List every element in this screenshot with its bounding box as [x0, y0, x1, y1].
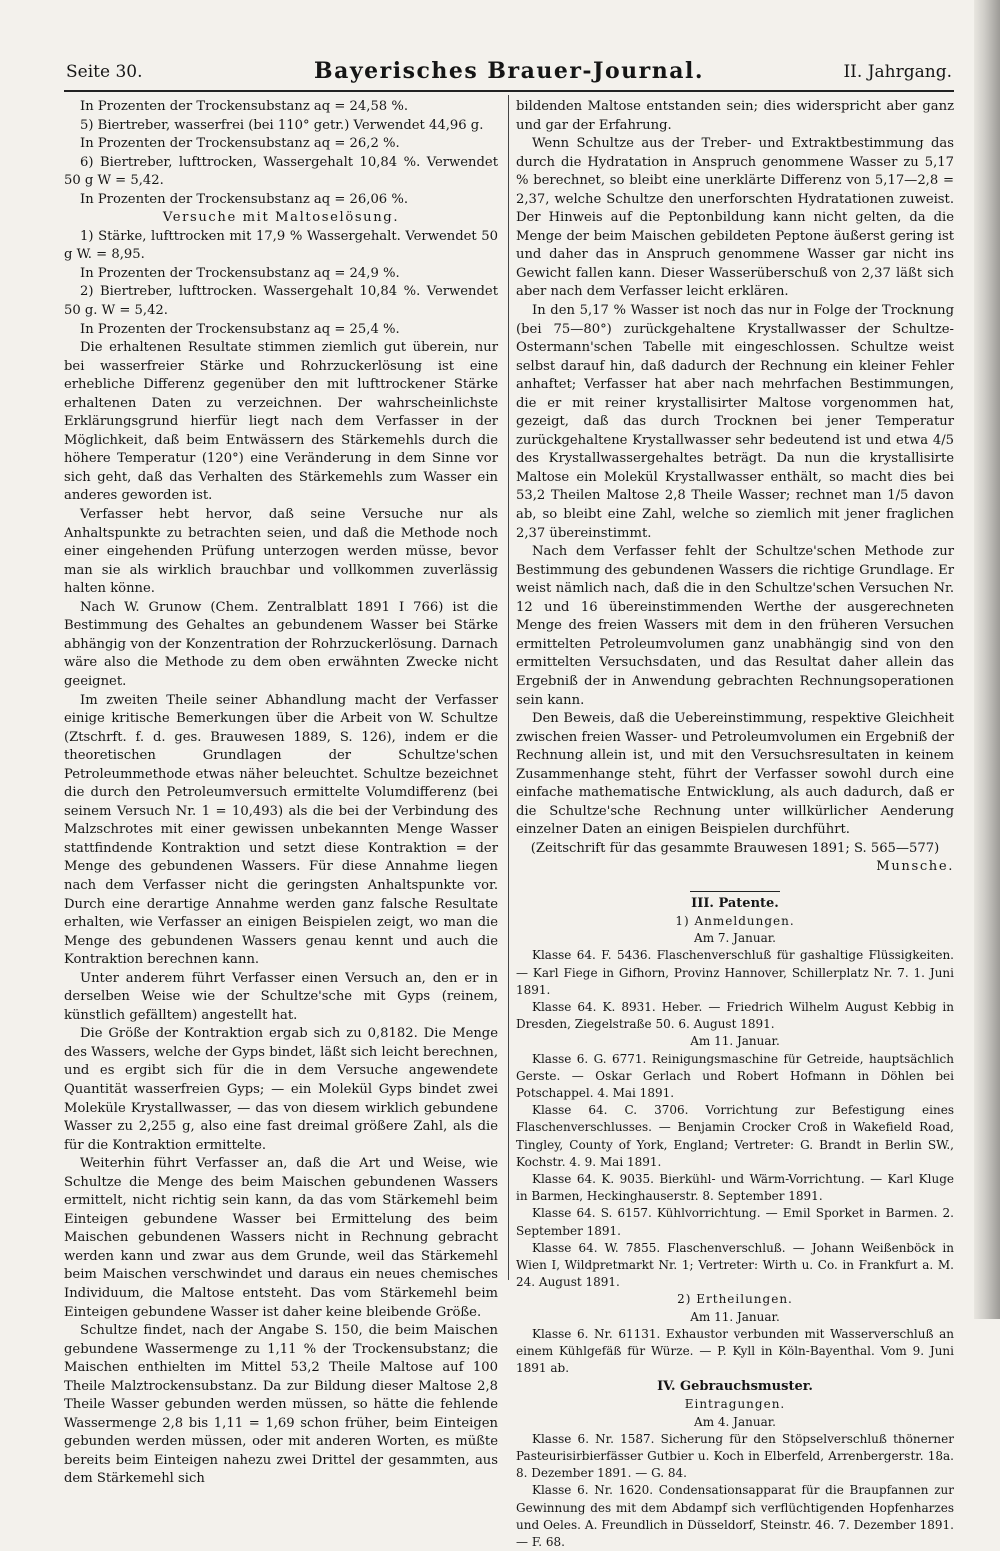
paragraph: Im zweiten Theile seiner Abhandlung macht der Verfasser einige kritische Bemerkungen über die Arbeit von W. Schultze (Ztschrft. f. d. ges. Brauwesen 1889, S. 126), indem er die theoretischen Grundlagen der Schultze'schen Petroleummethode etwas näher beleuchtet. Schultze bezeichnet die durch den Petroleumversuch ermittelte Volumdifferenz (bei seinem Versuch Nr. 1 = 10,493) als die bei der Verbindung des Malzschrotes mit einer gewissen unbekannten Menge Wasser stattfindende Kontraktion und setzt diese Kontraktion = der Menge des gebundenen Wassers. Für diese Annahme liegen nach dem Verfasser nicht die geringsten Anhaltspunkte vor. Durch eine derartige Annahme werden ganz falsche Resultate erhalten, wie Verfasser an einigen Beispielen zeigt, wo man die Menge des gebundenen Wassers genau kennt und auch die Kontraktion berechnen kann.	[64, 692, 498, 968]
paragraph: Wenn Schultze aus der Treber- und Extraktbestimmung das durch die Hydratation in Anspruch genommene Wasser zu 5,17 % berechnet, so bleibt eine unerklärte Differenz von 5,17—2,8 = 2,37, welche Schultze den unerforschten Hydratationen zuweist. Der Hinweis auf die Peptonbildung kann nicht gelten, da die Menge der beim Maischen gebildeten Peptone äußerst gering ist und daher das in Anspruch genommene Wasser gar nicht ins Gewicht fallen kann. Dieser Wasserüberschuß von 2,37 läßt sich aber nach dem Verfasser leicht erklären.	[516, 136, 954, 300]
page-number: Seite 30.	[66, 62, 143, 82]
volume-label: II. Jahrgang.	[843, 62, 952, 82]
journal-title: Bayerisches Brauer-Journal.	[314, 58, 704, 84]
column-divider	[508, 95, 509, 1280]
paragraph: Die erhaltenen Resultate stimmen ziemlich gut überein, nur bei wasserfreier Stärke und Rohrzuckerlösung ist eine erhebliche Differenz gegenüber den mit lufttrockener Stärke erhaltenen Daten zu verzeichnen. Der wahrscheinlichste Erklärungsgrund hierfür liegt nach dem Verfasser in der Möglichkeit, daß beim Entwässern des Stärkemehls durch die höhere Temperatur (120°) eine Veränderung in dem Sinne vor sich geht, daß das Verhalten des Stärkemehls zum Wasser ein anderes geworden ist.	[64, 340, 498, 504]
paragraph: Schultze findet, nach der Angabe S. 150, die beim Maischen gebundene Wassermenge zu 1,11 % der Trockensubstanz; die Maischen enthielten im Mittel 53,2 Theile Maltose auf 100 Theile Malztrockensubstanz. Da zur Bildung dieser Maltose 2,8 Theile Wasser gebunden werden müssen, so hätte die fehlende Wassermenge 2,8 bis 1,11 = 1,69 schon früher, beim Einteigen gebunden werden müssen, oder mit anderen Worten, es müßte bereits beim Einteigen nahezu zwei Drittel der gesammten, aus dem Stärkemehl sich	[64, 1323, 498, 1487]
patent-entry: Klasse 64. F. 5436. Flaschenverschluß für gashaltige Flüssigkeiten. — Karl Fiege in Gifhorn, Provinz Hannover, Schillerplatz Nr. 7. 1. Juni 1891.	[516, 948, 954, 997]
citation: (Zeitschrift für das gesammte Brauwesen 1891; S. 565—577)	[530, 840, 940, 856]
paragraph: Die Größe der Kontraktion ergab sich zu 0,8182. Die Menge des Wassers, welche der Gyps bindet, läßt sich leicht berechnen, und es ergibt sich für die in dem Versuche angewendete Quantität wasserfreien Gyps; — ein Molekül Gyps bindet zwei Moleküle Krystallwasser, — das von diesem wirklich gebundene Wasser zu 2,255 g, also eine fast dreimal größere Zahl, als die für die Kontraktion ermittelte.	[64, 1026, 498, 1153]
left-column	[64, 98, 498, 1489]
subsection-heading: 1) Anmeldungen.	[675, 913, 795, 928]
patent-entry: Klasse 6. Nr. 1620. Condensationsapparat für die Braupfannen zur Gewinnung des mit dem Abdampf sich verflüchtigenden Hopfenharzes und Oeles. A. Freundlich in Düsseldorf, Steinstr. 46. 7. Dezember 1891. — F. 68.	[516, 1483, 954, 1550]
patent-entry: Klasse 64. S. 6157. Kühlvorrichtung. — Emil Sporket in Barmen. 2. September 1891.	[516, 1206, 954, 1238]
paragraph: Verfasser hebt hervor, daß seine Versuche nur als Anhaltspunkte zu betrachten seien, und daß die Methode noch einer eingehenden Prüfung unterzogen werden müsse, bevor man sie als wirklich brauchbar und vollkommen zuverlässig halten könne.	[64, 507, 498, 597]
section-rule	[690, 891, 780, 892]
paragraph: In Prozenten der Trockensubstanz aq = 26,06 %.	[80, 191, 409, 207]
paragraph: Unter anderem führt Verfasser einen Versuch an, den er in derselben Weise wie der Schultze'sche mit Gyps (reinem, künstlich gefälltem) angestellt hat.	[64, 970, 498, 1023]
subsection-heading: Eintragungen.	[684, 1397, 786, 1412]
paragraph: Weiterhin führt Verfasser an, daß die Art und Weise, wie Schultze die Menge des beim Maischen gebundenen Wassers ermittelt, nicht richtig sein kann, da das vom Stärkemehl beim Einteigen gebundene Wasser bei Ermittelung des beim Maischen gebundenen Wassers nicht in Rechnung gebracht werden kann und zwar aus dem Grunde, weil das Stärkemehl beim Maischen verschwindet und daraus ein neues chemisches Individuum, die Maltose entsteht. Das vom Stärkemehl beim Einteigen gebundene Wasser ist daher keine bleibende Größe.	[64, 1156, 498, 1320]
header-rule	[64, 90, 954, 92]
paragraph: 5) Biertreber, wasserfrei (bei 110° getr.) Verwendet 44,96 g.	[80, 117, 484, 133]
patent-entry: Klasse 64. K. 9035. Bierkühl- und Wärm-Vorrichtung. — Karl Kluge in Barmen, Heckinghauserstr. 8. September 1891.	[516, 1172, 954, 1204]
date-heading: Am 11. Januar.	[690, 1034, 780, 1049]
paragraph: In Prozenten der Trockensubstanz aq = 24,9 %.	[80, 265, 400, 281]
paragraph: In Prozenten der Trockensubstanz aq = 24,58 %.	[80, 99, 409, 114]
paragraph: Den Beweis, daß die Uebereinstimmung, respektive Gleichheit zwischen freien Wasser- und Petroleumvolumen ein Ergebniß der Rechnung allein ist, und mit den Versuchsresultaten in keinem Zusammenhange steht, führt der Verfasser sowohl durch eine einfache mathematische Entwicklung, als auch dadurch, daß er die Schultze'sche Rechnung unter willkürlicher Aenderung einzelner Daten an einigen Beispielen durchführt.	[516, 711, 954, 838]
author-signature: Munsche.	[876, 859, 954, 875]
date-heading: Am 11. Januar.	[690, 1309, 780, 1324]
page-edge	[974, 0, 1000, 1319]
right-column	[516, 98, 954, 1551]
paragraph: 1) Stärke, lufttrocken mit 17,9 % Wassergehalt. Verwendet 50 g W. = 8,95.	[64, 228, 498, 263]
section-heading: III. Patente.	[691, 895, 779, 911]
date-heading: Am 4. Januar.	[694, 1414, 776, 1429]
patent-entry: Klasse 64. K. 8931. Heber. — Friedrich Wilhelm August Kebbig in Dresden, Ziegelstraße 50. 6. August 1891.	[516, 999, 954, 1032]
patent-entry: Klasse 64. W. 7855. Flaschenverschluß. — Johann Weißenböck in Wien I, Wildpretmarkt Nr. 1; Vertreter: Wirth u. Co. in Frankfurt a. M. 24. August 1891.	[516, 1240, 954, 1290]
paragraph: Nach W. Grunow (Chem. Zentralblatt 1891 I 766) ist die Bestimmung des Gehaltes an gebundenem Wasser bei Stärke abhängig von der Konzentration der Rohrzuckerlösung. Darnach wäre also die Methode zu dem oben erwähnten Zwecke nicht geeignet.	[64, 599, 498, 689]
paragraph: 2) Biertreber, lufttrocken. Wassergehalt 10,84 %. Verwendet 50 g. W = 5,42.	[64, 284, 498, 319]
paragraph: In den 5,17 % Wasser ist noch das nur in Folge der Trocknung (bei 75—80°) zurückgehaltene Krystallwasser der Schultze-Ostermann'schen Tabelle mit eingeschlossen. Schultze weist selbst darauf hin, daß dadurch der Rechnung ein kleiner Fehler anhaftet; Verfasser hat aber nach mehrfachen Bestimmungen, die er mit reiner krystallisirter Maltose vorgenommen hat, gezeigt, daß das durch Trocknen bei jener Temperatur zurückgehaltene Krystallwasser sehr bedeutend ist und etwa 4/5 des Krystallwassergehaltes beträgt. Da nun die krystallisirte Maltose ein Molekül Krystallwasser enthält, so macht dies bei 53,2 Theilen Maltose 2,8 Theile Wasser; rechnet man 1/5 davon ab, so bleibt eine Zahl, welche so ziemlich mit jener fraglichen 2,37 übereinstimmt.	[516, 303, 954, 541]
paragraph: In Prozenten der Trockensubstanz aq = 25,4 %.	[80, 321, 400, 337]
paragraph: Nach dem Verfasser fehlt der Schultze'schen Methode zur Bestimmung des gebundenen Wassers die richtige Grundlage. Er weist nämlich nach, daß die in den Schultze'schen Versuchen Nr. 12 und 16 übereinstimmenden Werthe der ausgerechneten Menge des freien Wassers mit dem in den früheren Versuchen ermittelten Petroleumvolumen ganz unabhängig sind von den ermittelten Versuchsdaten, und das Resultat daher allein das Ergebniß der in Anwendung gebrachten Rechnungsoperationen sein kann.	[516, 544, 954, 708]
paragraph: In Prozenten der Trockensubstanz aq = 26,2 %.	[80, 136, 400, 152]
page-header	[66, 58, 952, 88]
date-heading: Am 7. Januar.	[694, 931, 776, 946]
patent-entry: Klasse 6. Nr. 61131. Exhaustor verbunden mit Wasserverschluß an einem Kühlgefäß für Würze. — P. Kyll in Köln-Bayenthal. Vom 9. Juni 1891 ab.	[516, 1326, 954, 1376]
paragraph: bildenden Maltose entstanden sein; dies widerspricht aber ganz und gar der Erfahrung.	[516, 99, 954, 133]
paragraph: 6) Biertreber, lufttrocken, Wassergehalt 10,84 %. Verwendet 50 g W = 5,42.	[64, 154, 498, 189]
patents-section	[516, 894, 954, 1551]
subheading: Versuche mit Maltoselösung.	[162, 210, 400, 226]
section-heading: IV. Gebrauchsmuster.	[657, 1379, 813, 1395]
patent-entry: Klasse 6. Nr. 1587. Sicherung für den Stöpselverschluß thönerner Pasteurisirbierfässer Gutbier u. Koch in Elberfeld, Arrenbergerstr. 18a. 8. Dezember 1891. — G. 84.	[516, 1431, 954, 1481]
patent-entry: Klasse 6. G. 6771. Reinigungsmaschine für Getreide, hauptsächlich Gerste. — Oskar Gerlach und Robert Hofmann in Döhlen bei Potschappel. 4. Mai 1891.	[516, 1051, 954, 1100]
patent-entry: Klasse 64. C. 3706. Vorrichtung zur Befestigung eines Flaschenverschlusses. — Benjamin Crocker Croß in Wakefield Road, Tingley, County of York, England; Vertreter: G. Brandt in Berlin SW., Kochstr. 4. 9. Mai 1891.	[516, 1103, 954, 1169]
subsection-heading: 2) Ertheilungen.	[677, 1292, 793, 1307]
